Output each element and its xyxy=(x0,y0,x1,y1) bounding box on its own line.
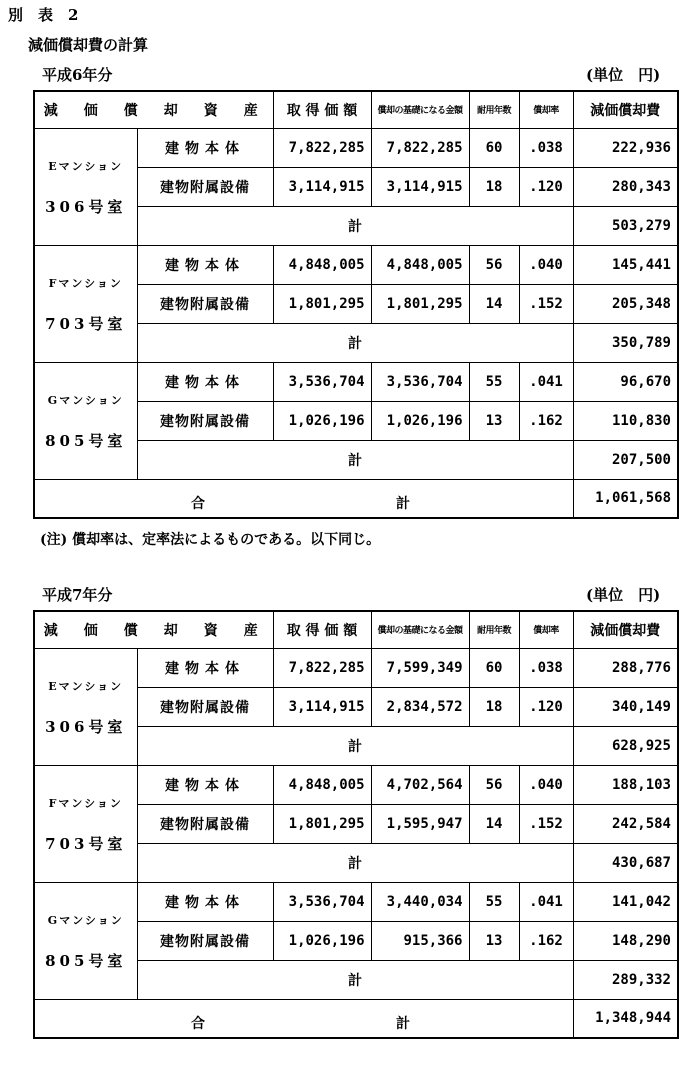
depreciation-amount: 205,348 xyxy=(573,284,678,323)
useful-life: 18 xyxy=(469,167,519,206)
asset-name: 建物本体 xyxy=(137,362,273,401)
acquisition-cost: 1,801,295 xyxy=(273,284,371,323)
table-row xyxy=(34,882,678,921)
acquisition-cost: 7,822,285 xyxy=(273,128,371,167)
property-cell xyxy=(34,882,137,999)
depreciation-rate: .040 xyxy=(519,765,573,804)
table-row xyxy=(34,648,678,687)
year-title-2: 平成7年分 xyxy=(42,586,113,604)
col-header-cost: 取 得 価 額 xyxy=(273,611,371,648)
acquisition-cost: 3,536,704 xyxy=(273,362,371,401)
acquisition-cost: 7,822,285 xyxy=(273,648,371,687)
depreciation-basis: 4,848,005 xyxy=(371,245,469,284)
document-title: 減価償却費の計算 xyxy=(28,36,149,54)
asset-name: 建物附属設備 xyxy=(137,921,273,960)
subtotal-amount: 628,925 xyxy=(573,726,678,765)
depreciation-amount: 145,441 xyxy=(573,245,678,284)
depreciation-basis: 4,702,564 xyxy=(371,765,469,804)
property-name: Fマンション xyxy=(48,796,123,810)
unit-label-1: (単位 円) xyxy=(586,66,661,84)
acquisition-cost: 3,114,915 xyxy=(273,167,371,206)
acquisition-cost: 4,848,005 xyxy=(273,245,371,284)
asset-name: 建物附属設備 xyxy=(137,284,273,323)
subtotal-label: 計 xyxy=(137,323,573,362)
table-row xyxy=(34,362,678,401)
useful-life: 13 xyxy=(469,921,519,960)
depreciation-basis: 3,536,704 xyxy=(371,362,469,401)
depreciation-basis: 7,822,285 xyxy=(371,128,469,167)
subtotal-label: 計 xyxy=(137,960,573,999)
useful-life: 60 xyxy=(469,648,519,687)
col-header-depreciation: 減価償却費 xyxy=(573,611,678,648)
depreciation-rate: .152 xyxy=(519,804,573,843)
depreciation-amount: 188,103 xyxy=(573,765,678,804)
depreciation-rate: .041 xyxy=(519,362,573,401)
depreciation-basis: 3,114,915 xyxy=(371,167,469,206)
acquisition-cost: 4,848,005 xyxy=(273,765,371,804)
depreciation-amount: 141,042 xyxy=(573,882,678,921)
asset-name: 建物本体 xyxy=(137,245,273,284)
depreciation-basis: 3,440,034 xyxy=(371,882,469,921)
asset-name: 建物附属設備 xyxy=(137,167,273,206)
property-cell xyxy=(34,765,137,882)
depreciation-amount: 280,343 xyxy=(573,167,678,206)
table-row xyxy=(34,245,678,284)
property-name: Eマンション xyxy=(48,159,124,173)
depreciation-amount: 242,584 xyxy=(573,804,678,843)
col-header-life: 耐用年数 xyxy=(469,611,519,648)
asset-name: 建物附属設備 xyxy=(137,687,273,726)
useful-life: 60 xyxy=(469,128,519,167)
depreciation-basis: 2,834,572 xyxy=(371,687,469,726)
subtotal-label: 計 xyxy=(137,726,573,765)
subtotal-amount: 207,500 xyxy=(573,440,678,479)
useful-life: 55 xyxy=(469,362,519,401)
col-header-basis: 償却の基礎になる金額 xyxy=(371,611,469,648)
table-row xyxy=(34,765,678,804)
property-name: Fマンション xyxy=(48,276,123,290)
year-title-1: 平成6年分 xyxy=(42,66,113,84)
property-room: 703号室 xyxy=(45,314,127,333)
subtotal-amount: 289,332 xyxy=(573,960,678,999)
grand-total-amount: 1,348,944 xyxy=(573,999,678,1038)
depreciation-amount: 340,149 xyxy=(573,687,678,726)
header-row xyxy=(34,91,678,128)
useful-life: 56 xyxy=(469,765,519,804)
depreciation-basis: 1,595,947 xyxy=(371,804,469,843)
unit-label-2: (単位 円) xyxy=(586,586,661,604)
depreciation-table-2 xyxy=(33,610,679,1039)
property-room: 805号室 xyxy=(45,431,127,450)
subtotal-label: 計 xyxy=(137,206,573,245)
property-room: 703号室 xyxy=(45,834,127,853)
col-header-depreciation: 減価償却費 xyxy=(573,91,678,128)
depreciation-basis: 1,801,295 xyxy=(371,284,469,323)
depreciation-rate: .040 xyxy=(519,245,573,284)
acquisition-cost: 3,536,704 xyxy=(273,882,371,921)
property-room: 805号室 xyxy=(45,951,127,970)
property-cell xyxy=(34,128,137,245)
grand-total-row xyxy=(34,479,678,518)
property-name: Gマンション xyxy=(47,393,124,407)
grand-total-row xyxy=(34,999,678,1038)
grand-total-label-1: 合 xyxy=(191,496,205,513)
acquisition-cost: 1,801,295 xyxy=(273,804,371,843)
asset-name: 建物本体 xyxy=(137,765,273,804)
useful-life: 18 xyxy=(469,687,519,726)
useful-life: 14 xyxy=(469,804,519,843)
useful-life: 13 xyxy=(469,401,519,440)
subtotal-amount: 350,789 xyxy=(573,323,678,362)
subtotal-amount: 430,687 xyxy=(573,843,678,882)
useful-life: 14 xyxy=(469,284,519,323)
subtotal-label: 計 xyxy=(137,843,573,882)
depreciation-rate: .162 xyxy=(519,401,573,440)
depreciation-table-1 xyxy=(33,90,679,519)
depreciation-amount: 222,936 xyxy=(573,128,678,167)
grand-total-label-1: 合 xyxy=(191,1016,205,1033)
note-text: (注) 償却率は、定率法によるものである。以下同じ。 xyxy=(40,532,381,548)
property-name: Eマンション xyxy=(48,679,124,693)
col-header-asset: 減 価 償 却 資 産 xyxy=(34,91,273,128)
depreciation-rate: .038 xyxy=(519,648,573,687)
depreciation-rate: .041 xyxy=(519,882,573,921)
col-header-cost: 取 得 価 額 xyxy=(273,91,371,128)
asset-name: 建物本体 xyxy=(137,648,273,687)
col-header-life: 耐用年数 xyxy=(469,91,519,128)
grand-total-label-cell xyxy=(34,999,573,1038)
property-room: 306号室 xyxy=(45,717,127,736)
header-row xyxy=(34,611,678,648)
grand-total-label-2: 計 xyxy=(396,496,410,513)
grand-total-label-cell xyxy=(34,479,573,518)
col-header-rate: 償却率 xyxy=(519,611,573,648)
depreciation-amount: 148,290 xyxy=(573,921,678,960)
asset-name: 建物本体 xyxy=(137,128,273,167)
depreciation-basis: 915,366 xyxy=(371,921,469,960)
property-cell xyxy=(34,648,137,765)
acquisition-cost: 1,026,196 xyxy=(273,401,371,440)
property-cell xyxy=(34,245,137,362)
property-cell xyxy=(34,362,137,479)
grand-total-label-2: 計 xyxy=(396,1016,410,1033)
subtotal-label: 計 xyxy=(137,440,573,479)
depreciation-rate: .120 xyxy=(519,687,573,726)
col-header-asset: 減 価 償 却 資 産 xyxy=(34,611,273,648)
depreciation-rate: .162 xyxy=(519,921,573,960)
useful-life: 56 xyxy=(469,245,519,284)
asset-name: 建物附属設備 xyxy=(137,804,273,843)
annex-label: 別 表 2 xyxy=(8,6,79,24)
grand-total-amount: 1,061,568 xyxy=(573,479,678,518)
depreciation-basis: 7,599,349 xyxy=(371,648,469,687)
property-name: Gマンション xyxy=(47,913,124,927)
col-header-rate: 償却率 xyxy=(519,91,573,128)
acquisition-cost: 3,114,915 xyxy=(273,687,371,726)
useful-life: 55 xyxy=(469,882,519,921)
depreciation-basis: 1,026,196 xyxy=(371,401,469,440)
depreciation-amount: 110,830 xyxy=(573,401,678,440)
table-row xyxy=(34,128,678,167)
depreciation-amount: 288,776 xyxy=(573,648,678,687)
subtotal-amount: 503,279 xyxy=(573,206,678,245)
depreciation-rate: .152 xyxy=(519,284,573,323)
asset-name: 建物本体 xyxy=(137,882,273,921)
col-header-basis: 償却の基礎になる金額 xyxy=(371,91,469,128)
acquisition-cost: 1,026,196 xyxy=(273,921,371,960)
asset-name: 建物附属設備 xyxy=(137,401,273,440)
depreciation-rate: .038 xyxy=(519,128,573,167)
depreciation-rate: .120 xyxy=(519,167,573,206)
property-room: 306号室 xyxy=(45,197,127,216)
depreciation-amount: 96,670 xyxy=(573,362,678,401)
